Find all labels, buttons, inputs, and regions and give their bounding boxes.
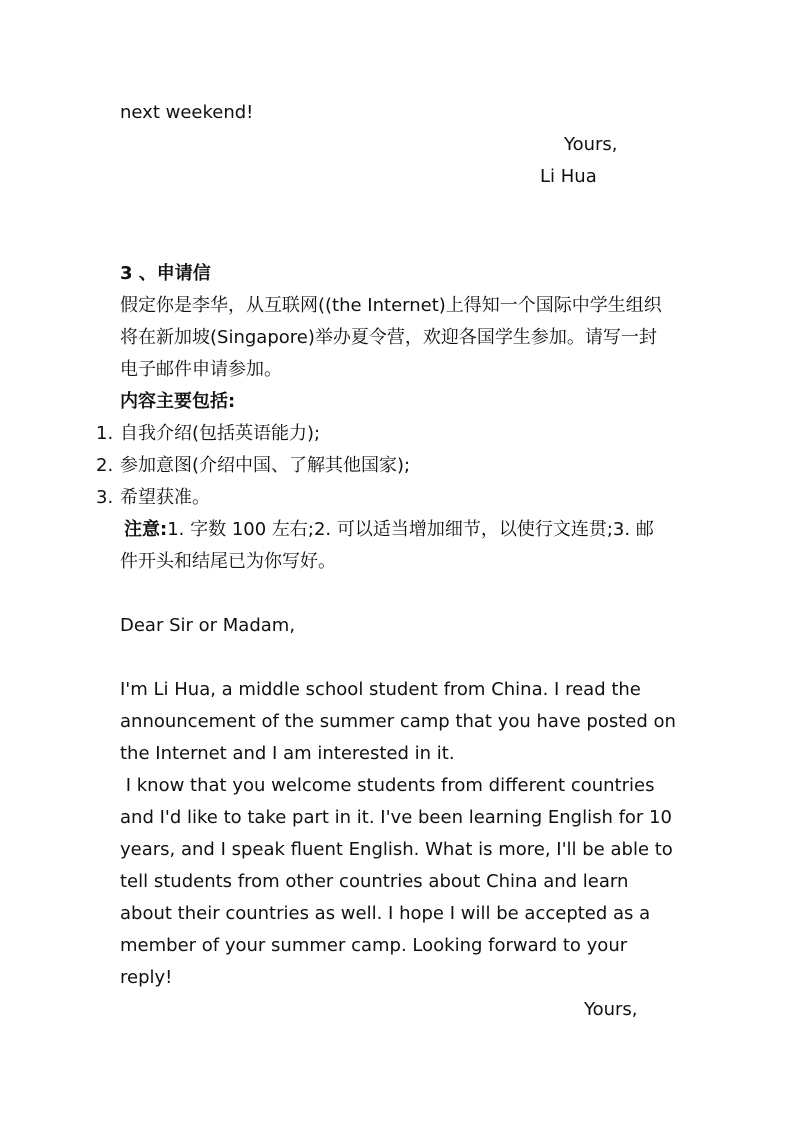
- content-heading: 内容主要包括:: [120, 391, 236, 412]
- prev-letter-signature: Li Hua: [540, 166, 597, 187]
- letter-body-line: tell students from other countries about China and learn: [120, 871, 629, 892]
- letter-body-line: reply!: [120, 967, 173, 988]
- letter-body-line: I'm Li Hua, a middle school student from China. I read the: [120, 679, 641, 700]
- letter-body-line: about their countries as well. I hope I will be accepted as a: [120, 903, 651, 924]
- list-item-text: 参加意图(介绍中国、了解其他国家);: [120, 455, 411, 476]
- note-text: 1. 字数 100 左右;2. 可以适当增加细节，以使行文连贯;3. 邮: [167, 519, 654, 540]
- prompt-line: 假定你是李华，从互联网((the Internet)上得知一个国际中学生组织: [120, 295, 662, 316]
- list-item-number: 1.: [96, 423, 114, 444]
- letter-salutation: Dear Sir or Madam,: [120, 615, 296, 636]
- list-item-text: 自我介绍(包括英语能力);: [120, 423, 321, 444]
- letter-body-line: and I'd like to take part in it. I've been learning English for 10: [120, 807, 672, 828]
- list-item-number: 3.: [96, 487, 114, 508]
- prev-letter-signoff: Yours,: [564, 134, 618, 155]
- letter-signoff: Yours,: [584, 999, 638, 1020]
- letter-body-line: the Internet and I am interested in it.: [120, 743, 455, 764]
- section-heading: 3 、申请信: [120, 263, 211, 284]
- note-line: 件开头和结尾已为你写好。: [120, 551, 336, 572]
- prompt-line: 将在新加坡(Singapore)举办夏令营，欢迎各国学生参加。请写一封: [120, 327, 657, 348]
- letter-body-line: member of your summer camp. Looking forward to your: [120, 935, 628, 956]
- note-label: 注意:: [124, 519, 168, 540]
- letter-body-line: years, and I speak fluent English. What is more, I'll be able to: [120, 839, 673, 860]
- letter-body-line: I know that you welcome students from different countries: [120, 775, 655, 796]
- prompt-line: 电子邮件申请参加。: [120, 359, 282, 380]
- note-line: [124, 518, 654, 542]
- prev-letter-closing-line: next weekend!: [120, 102, 254, 123]
- list-item-number: 2.: [96, 455, 114, 476]
- letter-body-line: announcement of the summer camp that you have posted on: [120, 711, 676, 732]
- list-item-text: 希望获准。: [120, 487, 210, 508]
